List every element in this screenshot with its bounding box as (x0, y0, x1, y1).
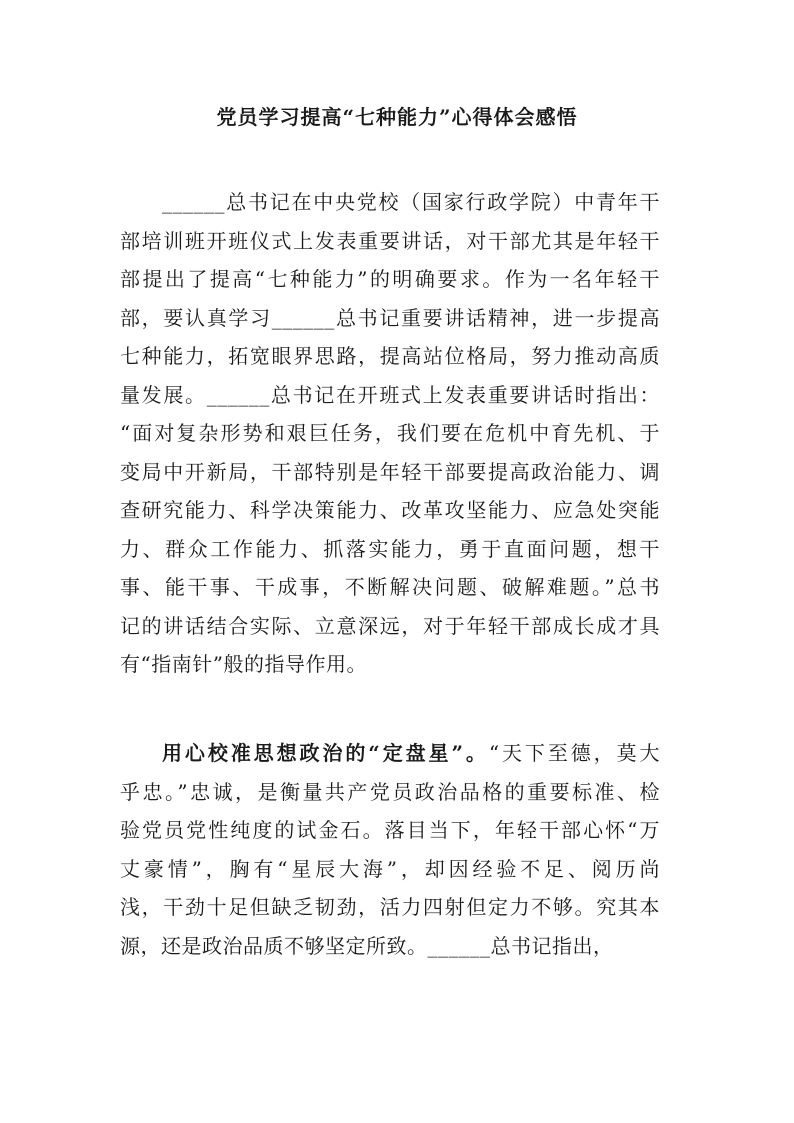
paragraph-line: 变局中开新局，干部特别是年轻干部要提高政治能力、调 (120, 459, 660, 484)
paragraph-line: 验党员党性纯度的试金石。落目当下，年轻干部心怀“万 (120, 818, 660, 842)
paragraph-line: 记的讲话结合实际、立意深远，对于年轻干部成长成才具 (120, 613, 660, 638)
paragraph-section-1 (120, 734, 660, 965)
document-title: 党员学习提高“七种能力”心得体会感悟 (216, 105, 578, 129)
paragraph-line: 查研究能力、科学决策能力、改革攻坚能力、应急处突能 (120, 498, 660, 522)
paragraph-line: 源，还是政治品质不够坚定所致。______总书记指出， (120, 933, 614, 958)
paragraph-intro (120, 183, 660, 684)
paragraph-line: 部，要认真学习______总书记重要讲话精神，进一步提高 (120, 305, 660, 330)
paragraph-line: 浅，干劲十足但缺乏韧劲，活力四射但定力不够。究其本 (120, 895, 660, 919)
paragraph-line: 七种能力，拓宽眼界思路，提高站位格局，努力推动高质 (120, 344, 660, 368)
paragraph-line: “面对复杂形势和艰巨任务，我们要在危机中育先机、于 (120, 421, 660, 445)
paragraph-line: 部提出了提高“七种能力”的明确要求。作为一名年轻干 (120, 267, 660, 291)
paragraph-line: 乎忠。”忠诚，是衡量共产党员政治品格的重要标准、检 (120, 779, 660, 804)
paragraph-line: 事、能干事、干成事，不断解决问题、破解难题。”总书 (120, 575, 660, 599)
paragraph-line: ______总书记在中央党校（国家行政学院）中青年干 (162, 190, 660, 214)
section-heading: 用心校准思想政治的“定盘星”。 (162, 741, 489, 765)
paragraph-line: 丈豪情”，胸有“星辰大海”，却因经验不足、阅历尚 (120, 856, 660, 881)
paragraph-line: 部培训班开班仪式上发表重要讲话，对干部尤其是年轻干 (120, 228, 660, 253)
paragraph-first-line (120, 734, 660, 773)
paragraph-text: “天下至德，莫大 (488, 741, 660, 765)
paragraph-line: 有“指南针”般的指导作用。 (120, 652, 367, 676)
paragraph-line: 量发展。______总书记在开班式上发表重要讲话时指出： (120, 382, 660, 407)
paragraph-line: 力、群众工作能力、抓落实能力，勇于直面问题，想干 (120, 536, 660, 561)
